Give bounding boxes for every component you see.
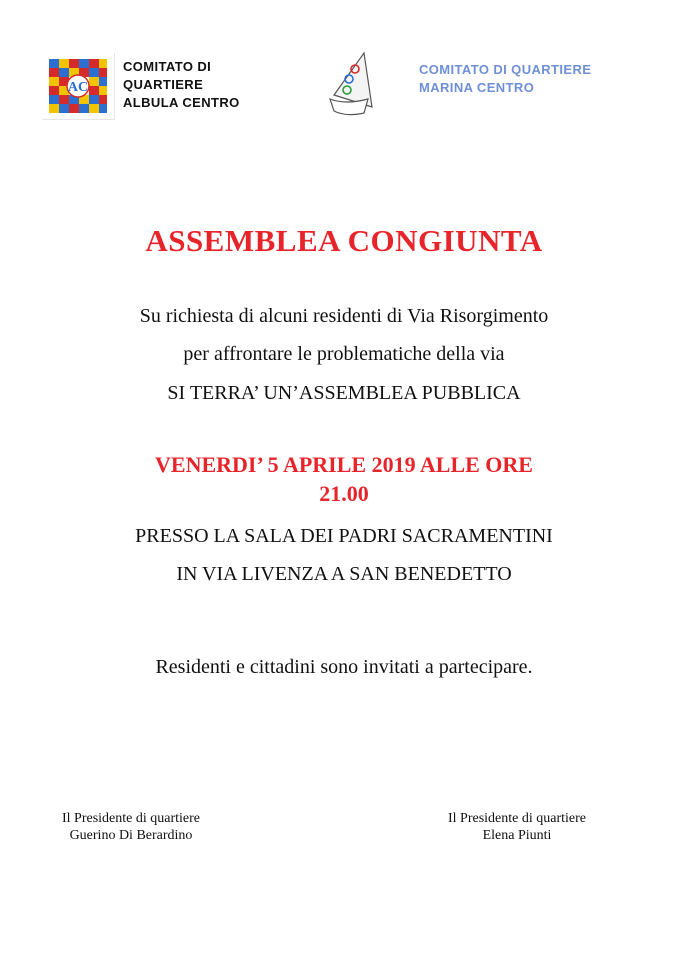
svg-text:AC: AC — [67, 80, 89, 95]
right-org-name — [419, 61, 591, 97]
intro-line: SI TERRA’ UN’ASSEMBLEA PUBBLICA — [167, 382, 521, 404]
signature-name: Elena Piunti — [482, 828, 552, 843]
right-org-line: COMITATO DI QUARTIERE — [419, 62, 592, 77]
event-date-line: VENERDI’ 5 APRILE 2019 ALLE ORE — [155, 452, 533, 477]
left-org-name — [123, 58, 240, 112]
signature-role: Il Presidente di quartiere — [447, 811, 586, 826]
event-time-line: 21.00 — [319, 481, 369, 506]
invitation-text: Residenti e cittadini sono invitati a partecipare. — [155, 656, 533, 678]
left-org-line: COMITATO DI — [123, 59, 212, 74]
location-line: PRESSO LA SALA DEI PADRI SACRAMENTINI — [135, 525, 553, 547]
albula-centro-logo-icon — [42, 53, 115, 120]
location-line: IN VIA LIVENZA A SAN BENEDETTO — [176, 563, 512, 585]
left-org-line: QUARTIERE — [123, 77, 204, 92]
page-title: ASSEMBLEA CONGIUNTA — [145, 223, 543, 258]
right-signature — [432, 810, 602, 844]
intro-line: Su richiesta di alcuni residenti di Via Risorgimento — [139, 305, 549, 327]
intro-line: per affrontare le problematiche della via — [183, 343, 505, 365]
right-org-line: MARINA CENTRO — [419, 80, 535, 95]
left-signature — [46, 810, 216, 844]
marina-centro-logo-icon — [326, 47, 376, 122]
left-org-line: ALBULA CENTRO — [123, 95, 240, 110]
signature-name: Guerino Di Berardino — [69, 828, 193, 843]
signature-role: Il Presidente di quartiere — [61, 811, 200, 826]
